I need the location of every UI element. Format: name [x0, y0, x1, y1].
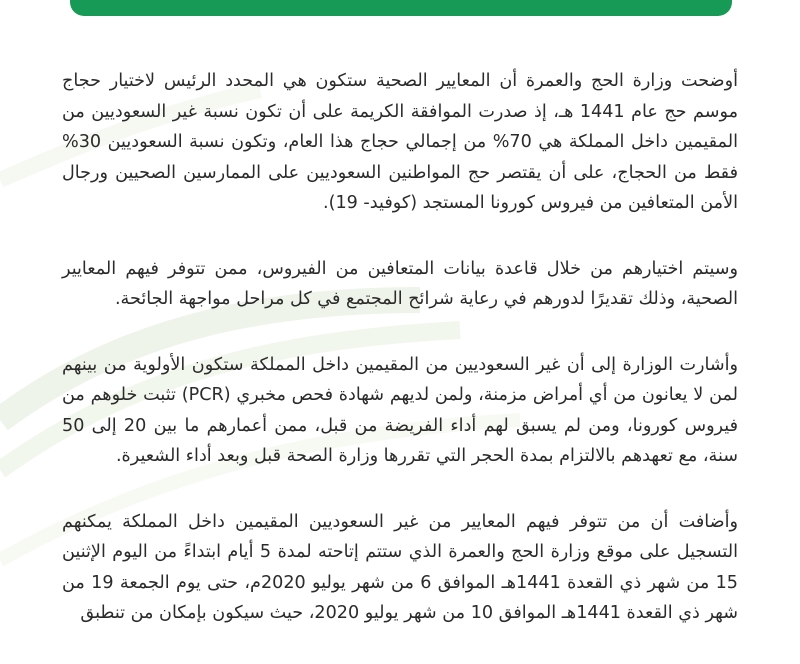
top-green-banner [70, 0, 732, 16]
paragraph-3: وأشارت الوزارة إلى أن غير السعوديين من المقيمين داخل المملكة ستكون الأولوية من بينهم لمن لا يعانون من أي أمراض مزمنة، ولمن لديهم شهادة فحص مخبري (PCR) تثبت خلوهم من فيروس كورونا، ومن لم يسبق لهم أداء الفريضة من قبل، ممن أعمارهم ما بين 20 إلى 50 سنة، مع تعهدهم بالالتزام بمدة الحجر التي تقررها وزارة الصحة قبل وبعد أداء الشعيرة. [62, 354, 738, 466]
paragraph-2: وسيتم اختيارهم من خلال قاعدة بيانات المتعافين من الفيروس، ممن تتوفر فيهم المعايير الصحية، وذلك تقديرًا لدورهم في رعاية شرائح المجتمع في كل مراحل مواجهة الجائحة. [62, 258, 738, 309]
article-body [62, 66, 738, 664]
paragraph-4: وأضافت أن من تتوفر فيهم المعايير من غير السعوديين المقيمين داخل المملكة يمكنهم التسجيل على موقع وزارة الحج والعمرة الذي ستتم إتاحته لمدة 5 أيام ابتداءً من اليوم الإثنين 15 من شهر ذي القعدة 1441هـ الموافق 6 من شهر يوليو 2020م، حتى يوم الجمعة 19 من شهر ذي القعدة 1441هـ الموافق 10 من شهر يوليو 2020، حيث سيكون بإمكان من تنطبق [62, 511, 738, 623]
paragraph-1: أوضحت وزارة الحج والعمرة أن المعايير الصحية ستكون هي المحدد الرئيس لاختيار حجاج موسم حج عام 1441 هـ، إذ صدرت الموافقة الكريمة على أن تكون نسبة غير السعوديين من المقيمين داخل المملكة هي 70% من إجمالي حجاج هذا العام، وتكون نسبة السعوديين 30% فقط من الحجاج، على أن يقتصر حج المواطنين السعوديين على الممارسين الصحيين ورجال الأمن المتعافين من فيروس كورونا المستجد (كوفيد- 19). [62, 71, 739, 213]
